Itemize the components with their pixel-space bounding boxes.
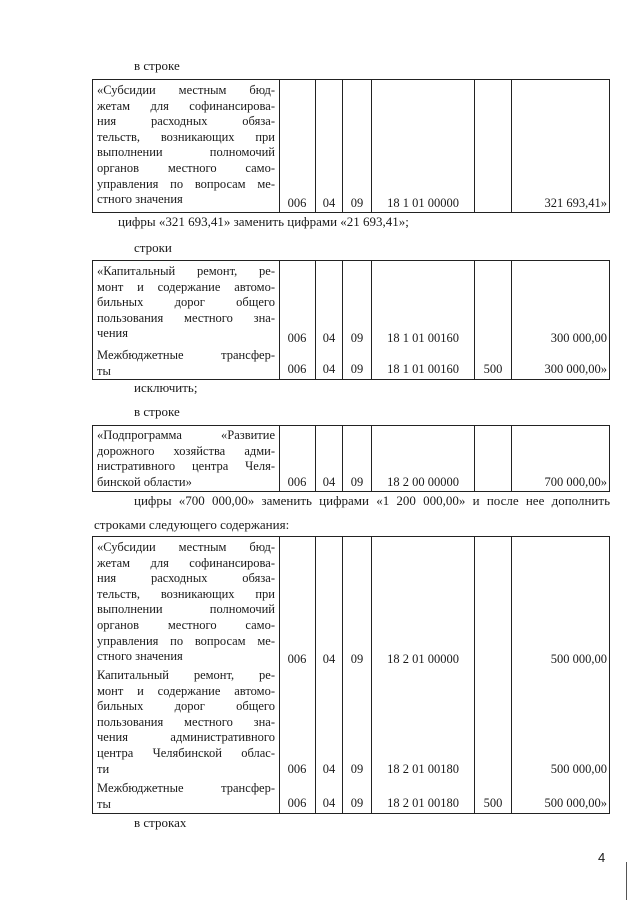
ministry-code: 006 <box>287 652 307 666</box>
subsection-code: 09 <box>350 762 364 776</box>
ministry-code: 006 <box>287 796 307 810</box>
subsection-code: 09 <box>350 475 364 489</box>
row-description: Межбюджетные трансфер- ты <box>97 781 275 811</box>
target-article-code: 18 2 01 00180 <box>387 762 459 776</box>
subsection-code: 09 <box>350 796 364 810</box>
target-article-code: 18 1 01 00160 <box>387 362 459 376</box>
amendment-table-2 <box>92 260 610 380</box>
row-description: «Субсидии местным бюд- жетам для софинансирова- ния расходных обяза- тельств, возникающих при выполнении полномочий органов местного само- управления по вопросам ме- стного значения <box>97 540 275 664</box>
section-code: 04 <box>322 475 336 489</box>
amount: 500 000,00» <box>544 796 607 810</box>
subsection-code: 09 <box>350 652 364 666</box>
page-number: 4 <box>598 850 606 865</box>
subsection-code: 09 <box>350 362 364 376</box>
section-code: 04 <box>322 331 336 345</box>
intro-text: в строке <box>134 58 180 73</box>
amount: 300 000,00» <box>544 362 607 376</box>
intro-text: строки <box>134 240 172 255</box>
section-code: 04 <box>322 362 336 376</box>
row-description: Капитальный ремонт, ре- монт и содержание автомо- бильных дорог общего пользования местного зна- чения административного центра Челябинской облас- ти <box>97 668 275 776</box>
expense-type-code: 500 <box>483 362 503 376</box>
amendment-table-1 <box>92 79 610 213</box>
amount: 500 000,00 <box>550 762 607 776</box>
section-code: 04 <box>322 796 336 810</box>
ministry-code: 006 <box>287 196 307 210</box>
amendment-table-4 <box>92 536 610 814</box>
intro-text: в строках <box>134 815 187 830</box>
subsection-code: 09 <box>350 196 364 210</box>
instruction-text: цифры «700 000,00» заменить цифрами «1 200 000,00» и после нее дополнить <box>134 493 610 508</box>
instruction-text-continued: строками следующего содержания: <box>94 517 290 532</box>
amount: 500 000,00 <box>550 652 607 666</box>
row-description: «Субсидии местным бюд- жетам для софинансирова- ния расходных обяза- тельств, возникающих при выполнении полномочий органов местного само- управления по вопросам ме- стного значения <box>97 83 275 207</box>
amount: 300 000,00 <box>550 331 607 345</box>
section-code: 04 <box>322 762 336 776</box>
intro-text: в строке <box>134 404 180 419</box>
target-article-code: 18 1 01 00000 <box>387 196 459 210</box>
target-article-code: 18 1 01 00160 <box>387 331 459 345</box>
ministry-code: 006 <box>287 362 307 376</box>
section-code: 04 <box>322 652 336 666</box>
section-code: 04 <box>322 196 336 210</box>
amendment-table-3 <box>92 425 610 492</box>
subsection-code: 09 <box>350 331 364 345</box>
amount: 700 000,00» <box>544 475 607 489</box>
instruction-text: исключить; <box>134 380 198 395</box>
row-description: «Подпрограмма «Развитие дорожного хозяйства адми- нистративного центра Челя- бинской области» <box>97 428 275 489</box>
scan-edge-mark <box>626 862 627 900</box>
amount: 321 693,41» <box>544 196 607 210</box>
expense-type-code: 500 <box>483 796 503 810</box>
row-description: Межбюджетные трансфер- ты <box>97 348 275 378</box>
row-description: «Капитальный ремонт, ре- монт и содержание автомо- бильных дорог общего пользования местного зна- чения <box>97 264 275 341</box>
target-article-code: 18 2 01 00000 <box>387 652 459 666</box>
ministry-code: 006 <box>287 762 307 776</box>
ministry-code: 006 <box>287 331 307 345</box>
ministry-code: 006 <box>287 475 307 489</box>
instruction-text: цифры «321 693,41» заменить цифрами «21 693,41»; <box>118 214 409 229</box>
target-article-code: 18 2 01 00180 <box>387 796 459 810</box>
target-article-code: 18 2 00 00000 <box>387 475 459 489</box>
